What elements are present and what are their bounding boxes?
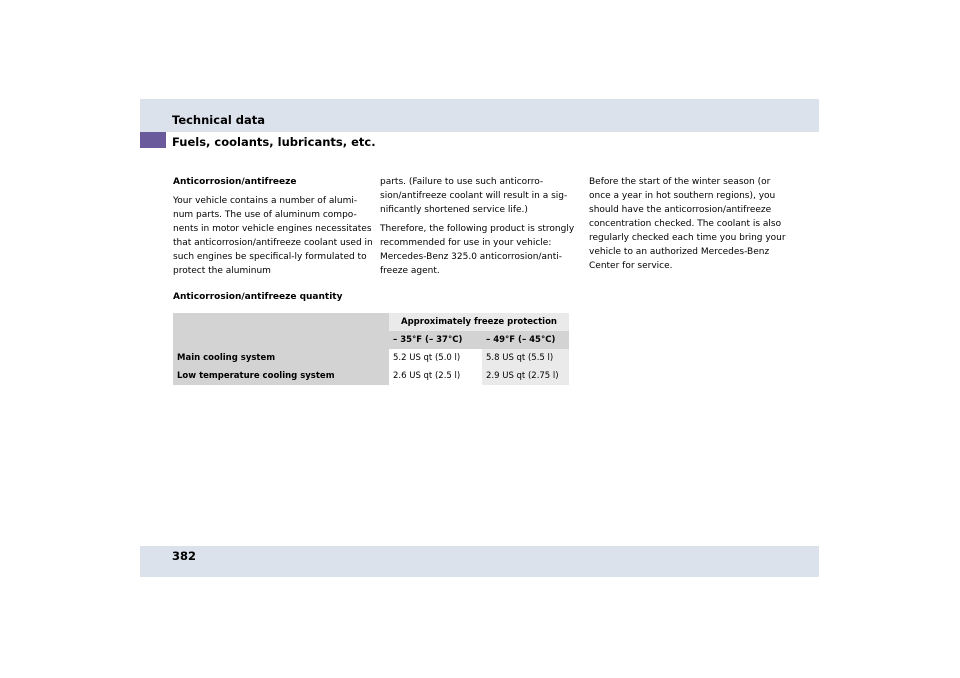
column-header-minus49: – 49°F (– 45°C) (482, 331, 569, 349)
table-row (173, 367, 569, 385)
row-label-low-temp-cooling: Low temperature cooling system (173, 367, 389, 385)
text-column-2 (380, 175, 580, 283)
freeze-protection-header: Approximately freeze protection (389, 313, 569, 331)
antifreeze-paragraph-3: Therefore, the following product is strongly recommended for use in your vehicle: Mercedes-Benz 325.0 anticorrosion/anti-freeze agent. (380, 224, 575, 276)
table-row (173, 349, 569, 367)
quantity-heading: Anticorrosion/antifreeze quantity (173, 292, 343, 302)
section-subtitle: Fuels, coolants, lubricants, etc. (172, 135, 376, 149)
table-corner-cell (173, 313, 389, 349)
section-title: Technical data (172, 113, 266, 127)
column-header-minus35: – 35°F (– 37°C) (389, 331, 482, 349)
text-column-3 (589, 175, 789, 278)
freeze-protection-table (173, 313, 569, 385)
cell-main-minus49: 5.8 US qt (5.5 l) (482, 349, 569, 367)
cell-lowtemp-minus49: 2.9 US qt (2.75 l) (482, 367, 569, 385)
antifreeze-paragraph-4: Before the start of the winter season (or once a year in hot southern regions), you should have the anticorrosion/antifreeze concentration checked. The coolant is also regularly checked each time you bring your vehicle to an authorized Mercedes-Benz Center for service. (589, 177, 786, 271)
text-column-1 (173, 175, 373, 283)
cell-main-minus35: 5.2 US qt (5.0 l) (389, 349, 482, 367)
table-header-row (173, 313, 569, 331)
antifreeze-heading: Anticorrosion/antifreeze (173, 177, 297, 187)
cell-lowtemp-minus35: 2.6 US qt (2.5 l) (389, 367, 482, 385)
antifreeze-paragraph-2: parts. (Failure to use such anticorro-sion/antifreeze coolant will result in a sig-nificantly shortened service life.) (380, 177, 568, 215)
antifreeze-paragraph-1: Your vehicle contains a number of alumi-num parts. The use of aluminum compo-nents in motor vehicle engines necessitates that anticorrosion/antifreeze coolant used in such engines be specifical-ly formulated to protect the aluminum (173, 196, 373, 276)
footer-band (140, 546, 819, 577)
section-accent-marker (140, 132, 166, 148)
row-label-main-cooling: Main cooling system (173, 349, 389, 367)
page-number: 382 (172, 549, 197, 563)
